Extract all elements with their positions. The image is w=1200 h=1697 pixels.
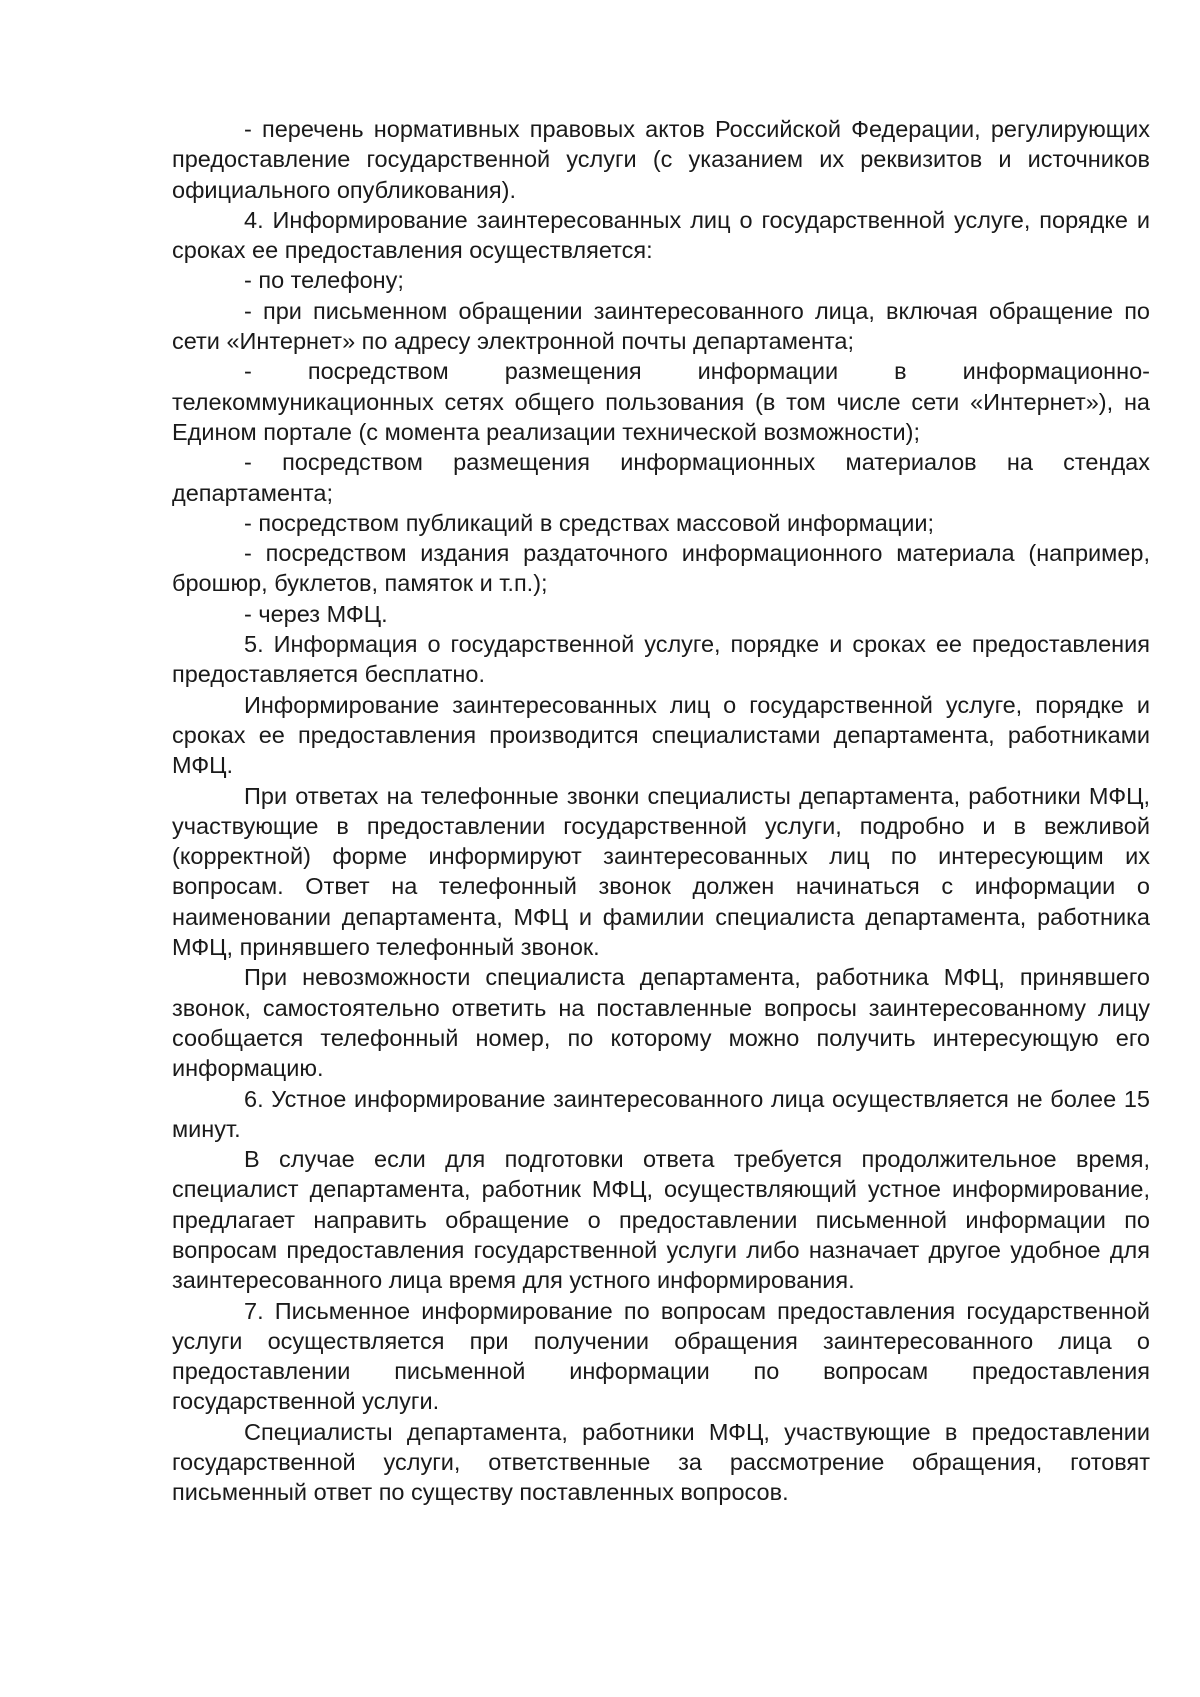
paragraph-long-answer-case: В случае если для подготовки ответа требуется продолжительное время, специалист департамента, работник МФЦ, осуществляющий устное информирование, предлагает направить обращение о предоставлении письменной информации по вопросам предоставления государственной услуги либо назначает другое удобное для заинтересованного лица время для устного информирования. — [172, 1146, 1150, 1294]
paragraph-item-6: 6. Устное информирование заинтересованного лица осуществляется не более 15 минут. — [172, 1085, 1150, 1142]
paragraph-stands: - посредством размещения информационных материалов на стендах департамента; — [172, 449, 1150, 506]
paragraph-via-mfc: - через МФЦ. — [244, 600, 388, 627]
paragraph-item-7: 7. Письменное информирование по вопросам предоставления государственной услуги осуществляется при получении обращения заинтересованного лица о предоставлении письменной информации по вопросам предоставления государственной услуги. — [172, 1297, 1150, 1415]
paragraph-item-5: 5. Информация о государственной услуге, порядке и сроках ее предоставления предоставляется бесплатно. — [172, 631, 1150, 688]
paragraph-phone-answers: При ответах на телефонные звонки специалисты департамента, работники МФЦ, участвующие в предоставлении государственной услуги, подробно и в вежливой (корректной) форме информируют заинтересованных лиц по интересующим их вопросам. Ответ на телефонный звонок должен начинаться с информации о наименовании департамента, МФЦ и фамилии специалиста департамента, работника МФЦ, принявшего телефонный звонок. — [172, 782, 1150, 961]
paragraph-unable-to-answer: При невозможности специалиста департамента, работника МФЦ, принявшего звонок, самостоятельно ответить на поставленные вопросы заинтересованному лицу сообщается телефонный номер, по которому можно получить интересующую его информацию. — [172, 964, 1150, 1082]
paragraph-item-4: 4. Информирование заинтересованных лиц о государственной услуге, порядке и сроках ее предоставления осуществляется: — [172, 206, 1150, 264]
paragraph-written-request: - при письменном обращении заинтересованного лица, включая обращение по сети «Интернет» по адресу электронной почты департамента; — [172, 297, 1150, 355]
document-page — [172, 114, 1150, 1508]
paragraph-internet-portal: - посредством размещения информации в информационно-телекоммуникационных сетях общего пользования (в том числе сети «Интернет»), на Едином портале (с момента реализации технической возможности); — [172, 358, 1150, 445]
paragraph-by-phone: - по телефону; — [244, 267, 404, 294]
paragraph-written-reply: Специалисты департамента, работники МФЦ, участвующие в предоставлении государственной услуги, ответственные за рассмотрение обращения, готовят письменный ответ по существу поставленных вопросов. — [172, 1418, 1150, 1506]
paragraph-handouts: - посредством издания раздаточного информационного материала (например, брошюр, буклетов, памяток и т.п.); — [172, 540, 1150, 597]
paragraph-informing-by-specialists: Информирование заинтересованных лиц о государственной услуге, порядке и сроках ее предоставления производится специалистами департамента, работниками МФЦ. — [172, 691, 1150, 779]
paragraph-legal-acts-list: - перечень нормативных правовых актов Российской Федерации, регулирующих предоставление государственной услуги (с указанием их реквизитов и источников официального опубликования). — [172, 116, 1150, 203]
paragraph-media: - посредством публикаций в средствах массовой информации; — [244, 509, 935, 536]
